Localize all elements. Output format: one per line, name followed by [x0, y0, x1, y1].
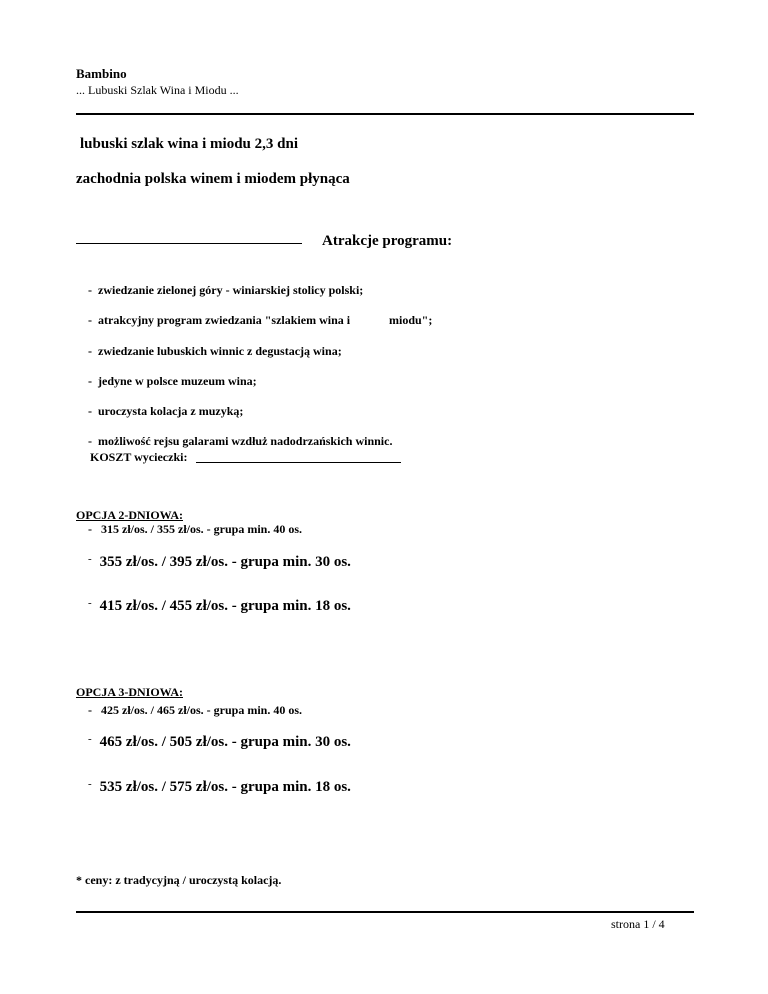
dash: - — [88, 522, 92, 536]
list-item-text: zwiedzanie lubuskich winnic z degustacją wina; — [98, 344, 342, 358]
list-item-text: jedyne w polsce muzeum wina; — [98, 374, 257, 388]
list-item-text-tail: miodu"; — [389, 313, 433, 327]
price-text: 425 zł/os. / 465 zł/os. - grupa min. 40 os. — [101, 703, 303, 717]
dash: - — [88, 344, 92, 358]
price-row — [88, 553, 351, 571]
page-number: strona 1 / 4 — [611, 917, 665, 931]
dash: - — [88, 313, 92, 327]
price-row — [88, 778, 351, 796]
cost-underline — [196, 462, 401, 463]
price-row — [88, 703, 302, 718]
list-item-text: uroczysta kolacja z muzyką; — [98, 404, 244, 418]
dash: - — [88, 434, 92, 448]
option3-heading: OPCJA 3-DNIOWA: — [76, 685, 183, 699]
list-item — [88, 434, 392, 449]
dash: - — [88, 733, 92, 745]
price-text: 465 zł/os. / 505 zł/os. - grupa min. 30 os. — [99, 734, 351, 750]
dash: - — [88, 404, 92, 418]
dash: - — [88, 597, 92, 609]
list-item — [88, 283, 363, 298]
dash: - — [88, 778, 92, 790]
price-text: 355 zł/os. / 395 zł/os. - grupa min. 30 os. — [99, 554, 351, 570]
list-item-text: atrakcyjny program zwiedzania "szlakiem wina i — [98, 313, 351, 327]
price-row — [88, 522, 302, 537]
price-text: 535 zł/os. / 575 zł/os. - grupa min. 18 os. — [99, 779, 351, 795]
dash: - — [88, 703, 92, 717]
dash: - — [88, 374, 92, 388]
price-text: 415 zł/os. / 455 zł/os. - grupa min. 18 os. — [99, 598, 351, 614]
list-item-text: możliwość rejsu galarami wzdłuż nadodrzańskich winnic. — [98, 434, 393, 448]
list-item — [88, 344, 342, 359]
list-item — [88, 374, 257, 389]
option2-heading: OPCJA 2-DNIOWA: — [76, 508, 183, 522]
list-item-text: zwiedzanie zielonej góry - winiarskiej stolicy polski; — [98, 283, 364, 297]
footnote: * ceny: z tradycyjną / uroczystą kolacją. — [76, 873, 282, 887]
price-row — [88, 597, 351, 615]
cost-label: KOSZT wycieczki: — [90, 450, 188, 464]
tagline: zachodnia polska winem i miodem płynąca — [76, 171, 350, 187]
price-text: 315 zł/os. / 355 zł/os. - grupa min. 40 os. — [101, 522, 303, 536]
heading-underline — [76, 243, 302, 244]
attractions-heading: Atrakcje programu: — [322, 233, 453, 249]
header-rule — [76, 113, 694, 115]
list-item — [88, 313, 350, 328]
dash: - — [88, 553, 92, 565]
price-row — [88, 733, 351, 751]
header-subtitle: ... Lubuski Szlak Wina i Miodu ... — [76, 83, 239, 97]
page-title: lubuski szlak wina i miodu 2,3 dni — [80, 136, 299, 152]
company-name: Bambino — [76, 66, 127, 81]
dash: - — [88, 283, 92, 297]
list-item — [88, 404, 243, 419]
footer-rule — [76, 911, 694, 913]
